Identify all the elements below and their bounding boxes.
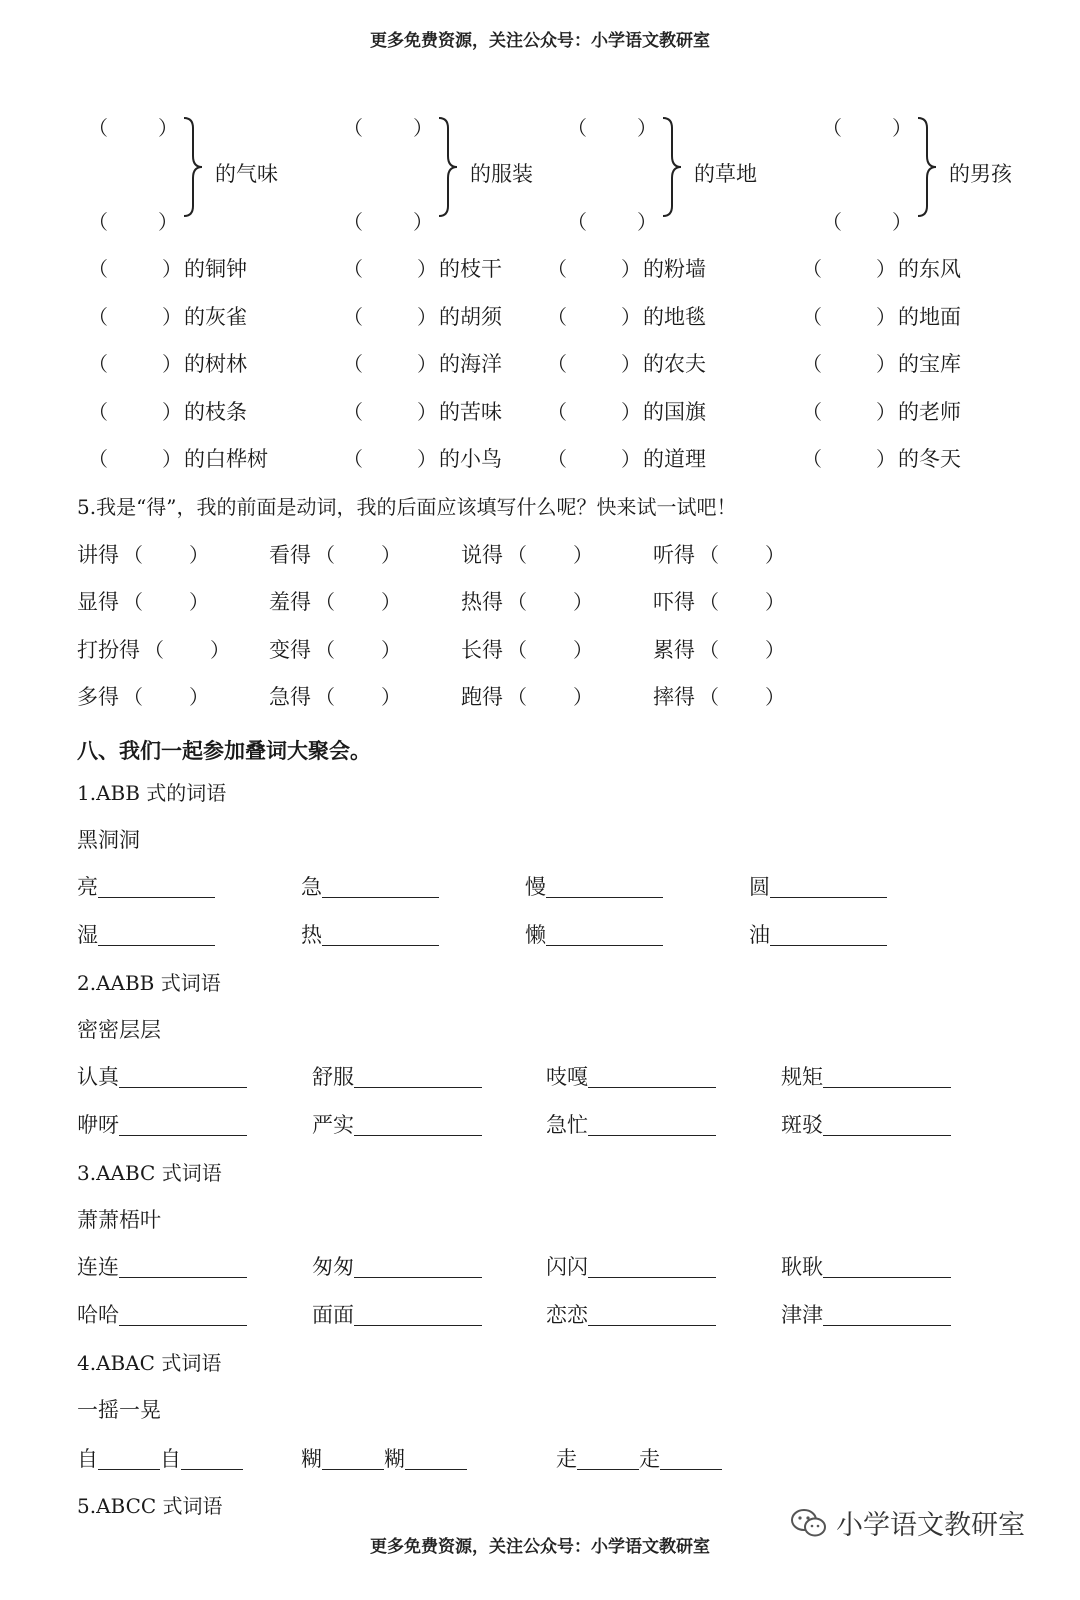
blank-close-paren: ） — [417, 257, 437, 281]
answer-blank[interactable] — [660, 1449, 722, 1470]
fill-item — [546, 1257, 716, 1278]
blank-open-paren: （ — [802, 257, 822, 281]
blank-open-paren: （ — [343, 352, 363, 376]
fill-word: 连连 — [77, 1255, 119, 1279]
fill-word: 湿 — [77, 923, 98, 947]
blank-close-paren: ） — [892, 210, 912, 234]
de-verb: 说得 — [461, 543, 503, 567]
answer-blank[interactable] — [119, 1305, 247, 1326]
de-verb: 听得 — [653, 543, 695, 567]
answer-blank[interactable] — [405, 1449, 467, 1470]
blank-open-paren: （ — [699, 590, 719, 614]
blank-close-paren: ） — [189, 685, 209, 709]
blank-open-paren: （ — [315, 543, 335, 567]
abac-char: 自 — [160, 1447, 181, 1471]
blank-open-paren: （ — [88, 447, 108, 471]
blank-close-paren: ） — [417, 400, 437, 424]
phrase-word: 的宝库 — [898, 352, 961, 376]
blank-open-paren: （ — [343, 305, 363, 329]
phrase-word: 的地面 — [898, 305, 961, 329]
abac-item — [77, 1449, 243, 1470]
blank-open-paren: （ — [88, 352, 108, 376]
blank-open-paren: （ — [822, 210, 842, 234]
phrase-word: 的小鸟 — [439, 447, 502, 471]
fill-word: 急忙 — [546, 1113, 588, 1137]
fill-item — [546, 1305, 716, 1326]
fill-item — [301, 925, 439, 946]
phrase-word: 的苦味 — [439, 400, 502, 424]
fill-word: 油 — [749, 923, 770, 947]
fill-word: 匆匆 — [312, 1255, 354, 1279]
abac-title: 4.ABAC 式词语 — [77, 1351, 222, 1375]
fill-item — [312, 1115, 482, 1136]
blank-close-paren: ） — [573, 638, 593, 662]
blank-open-paren: （ — [507, 685, 527, 709]
blank-open-paren: （ — [343, 116, 363, 140]
brace-label: 的服装 — [470, 162, 533, 186]
de-verb: 热得 — [461, 590, 503, 614]
fill-item — [77, 1257, 247, 1278]
fill-word: 斑驳 — [781, 1113, 823, 1137]
blank-close-paren: ） — [765, 685, 785, 709]
answer-blank[interactable] — [588, 1115, 716, 1136]
de-verb: 长得 — [461, 638, 503, 662]
de-verb: 羞得 — [269, 590, 311, 614]
fill-item — [781, 1067, 951, 1088]
de-verb: 累得 — [653, 638, 695, 662]
blank-close-paren: ） — [573, 590, 593, 614]
blank-close-paren: ） — [621, 257, 641, 281]
blank-close-paren: ） — [162, 400, 182, 424]
blank-close-paren: ） — [162, 257, 182, 281]
blank-close-paren: ） — [162, 352, 182, 376]
blank-open-paren: （ — [315, 590, 335, 614]
phrase-word: 的枝条 — [184, 400, 247, 424]
blank-close-paren: ） — [417, 305, 437, 329]
answer-blank[interactable] — [354, 1305, 482, 1326]
phrase-word: 的白桦树 — [184, 447, 268, 471]
fill-word: 闪闪 — [546, 1255, 588, 1279]
phrase-word: 的农夫 — [643, 352, 706, 376]
fill-item — [546, 1115, 716, 1136]
fill-word: 恋恋 — [546, 1303, 588, 1327]
answer-blank[interactable] — [823, 1257, 951, 1278]
blank-open-paren: （ — [802, 400, 822, 424]
fill-word: 津津 — [781, 1303, 823, 1327]
blank-close-paren: ） — [573, 685, 593, 709]
fill-item — [525, 925, 663, 946]
fill-word: 慢 — [525, 875, 546, 899]
blank-open-paren: （ — [88, 400, 108, 424]
de-verb: 吓得 — [653, 590, 695, 614]
fill-word: 耿耿 — [781, 1255, 823, 1279]
de-verb: 摔得 — [653, 685, 695, 709]
answer-blank[interactable] — [770, 877, 887, 898]
blank-open-paren: （ — [88, 116, 108, 140]
phrase-word: 的胡须 — [439, 305, 502, 329]
phrase-word: 的粉墙 — [643, 257, 706, 281]
phrase-word: 的老师 — [898, 400, 961, 424]
blank-close-paren: ） — [162, 305, 182, 329]
blank-close-paren: ） — [876, 447, 896, 471]
blank-close-paren: ） — [765, 638, 785, 662]
blank-close-paren: ） — [381, 590, 401, 614]
de-verb: 急得 — [269, 685, 311, 709]
answer-blank[interactable] — [181, 1449, 243, 1470]
fill-word: 圆 — [749, 875, 770, 899]
blank-close-paren: ） — [637, 116, 657, 140]
blank-open-paren: （ — [567, 116, 587, 140]
answer-blank[interactable] — [577, 1449, 639, 1470]
aabb-example: 密密层层 — [77, 1018, 161, 1042]
fill-item — [546, 1067, 716, 1088]
fill-word: 认真 — [77, 1065, 119, 1089]
fill-item — [77, 877, 215, 898]
answer-blank[interactable] — [119, 1257, 247, 1278]
phrase-word: 的海洋 — [439, 352, 502, 376]
phrase-word: 的东风 — [898, 257, 961, 281]
fill-item — [749, 925, 887, 946]
answer-blank[interactable] — [823, 1305, 951, 1326]
phrase-word: 的灰雀 — [184, 305, 247, 329]
blank-open-paren: （ — [88, 210, 108, 234]
blank-open-paren: （ — [88, 305, 108, 329]
answer-blank[interactable] — [588, 1305, 716, 1326]
answer-blank[interactable] — [354, 1067, 482, 1088]
abcc-title: 5.ABCC 式词语 — [77, 1494, 223, 1518]
blank-open-paren: （ — [507, 638, 527, 662]
fill-item — [77, 925, 215, 946]
curly-brace — [915, 116, 939, 218]
blank-close-paren: ） — [381, 543, 401, 567]
fill-item — [781, 1115, 951, 1136]
fill-item — [301, 877, 439, 898]
curly-brace — [181, 116, 205, 218]
blank-open-paren: （ — [802, 447, 822, 471]
blank-open-paren: （ — [343, 257, 363, 281]
fill-item — [77, 1305, 247, 1326]
abac-example: 一摇一晃 — [77, 1398, 161, 1422]
blank-close-paren: ） — [621, 447, 641, 471]
blank-close-paren: ） — [189, 590, 209, 614]
blank-close-paren: ） — [381, 685, 401, 709]
brace-label: 的气味 — [215, 162, 278, 186]
de-verb: 讲得 — [77, 543, 119, 567]
blank-close-paren: ） — [621, 352, 641, 376]
blank-close-paren: ） — [621, 400, 641, 424]
aabb-title: 2.AABB 式词语 — [77, 971, 221, 995]
fill-word: 懒 — [525, 923, 546, 947]
blank-close-paren: ） — [210, 638, 230, 662]
blank-close-paren: ） — [637, 210, 657, 234]
abb-example: 黑洞洞 — [77, 828, 140, 852]
fill-word: 热 — [301, 923, 322, 947]
answer-blank[interactable] — [354, 1257, 482, 1278]
abac-char: 走 — [639, 1447, 660, 1471]
phrase-word: 的地毯 — [643, 305, 706, 329]
de-verb: 多得 — [77, 685, 119, 709]
blank-close-paren: ） — [413, 210, 433, 234]
blank-open-paren: （ — [507, 543, 527, 567]
fill-word: 哈哈 — [77, 1303, 119, 1327]
watermark-text: 小学语文教研室 — [836, 1510, 1025, 1541]
fill-word: 面面 — [312, 1303, 354, 1327]
fill-word: 舒服 — [312, 1065, 354, 1089]
fill-item — [749, 877, 887, 898]
answer-blank[interactable] — [823, 1067, 951, 1088]
phrase-word: 的冬天 — [898, 447, 961, 471]
blank-open-paren: （ — [343, 210, 363, 234]
blank-close-paren: ） — [417, 447, 437, 471]
blank-open-paren: （ — [507, 590, 527, 614]
answer-blank[interactable] — [98, 925, 215, 946]
blank-close-paren: ） — [381, 638, 401, 662]
blank-open-paren: （ — [802, 305, 822, 329]
fill-word: 吱嘎 — [546, 1065, 588, 1089]
curly-brace — [660, 116, 684, 218]
blank-close-paren: ） — [413, 116, 433, 140]
fill-item — [781, 1305, 951, 1326]
blank-open-paren: （ — [123, 685, 143, 709]
fill-item — [77, 1067, 247, 1088]
blank-close-paren: ） — [876, 257, 896, 281]
phrase-word: 的枝干 — [439, 257, 502, 281]
blank-open-paren: （ — [547, 352, 567, 376]
answer-blank[interactable] — [588, 1257, 716, 1278]
blank-open-paren: （ — [547, 257, 567, 281]
de-verb: 打扮得 — [77, 638, 140, 662]
de-verb: 显得 — [77, 590, 119, 614]
blank-close-paren: ） — [573, 543, 593, 567]
blank-open-paren: （ — [88, 257, 108, 281]
blank-close-paren: ） — [158, 210, 178, 234]
blank-close-paren: ） — [876, 352, 896, 376]
answer-blank[interactable] — [823, 1115, 951, 1136]
abac-char: 糊 — [301, 1447, 322, 1471]
phrase-word: 的道理 — [643, 447, 706, 471]
answer-blank[interactable] — [119, 1067, 247, 1088]
abac-char: 糊 — [384, 1447, 405, 1471]
fill-item — [525, 877, 663, 898]
answer-blank[interactable] — [322, 877, 439, 898]
section8-title: 八、我们一起参加叠词大聚会。 — [77, 738, 371, 763]
fill-word: 严实 — [312, 1113, 354, 1137]
abac-item — [301, 1449, 467, 1470]
blank-close-paren: ） — [158, 116, 178, 140]
curly-brace — [436, 116, 460, 218]
aabc-title: 3.AABC 式词语 — [77, 1161, 222, 1185]
answer-blank[interactable] — [354, 1115, 482, 1136]
page-header: 更多免费资源，关注公众号：小学语文教研室 — [370, 31, 710, 51]
answer-blank[interactable] — [98, 1449, 160, 1470]
blank-open-paren: （ — [144, 638, 164, 662]
blank-open-paren: （ — [699, 638, 719, 662]
fill-item — [77, 1115, 247, 1136]
blank-close-paren: ） — [876, 305, 896, 329]
fill-item — [781, 1257, 951, 1278]
blank-close-paren: ） — [765, 543, 785, 567]
blank-close-paren: ） — [876, 400, 896, 424]
q5-title: 5.我是“得”，我的前面是动词，我的后面应该填写什么呢？快来试一试吧！ — [77, 495, 737, 519]
abb-title: 1.ABB 式的词语 — [77, 781, 227, 805]
blank-close-paren: ） — [892, 116, 912, 140]
blank-open-paren: （ — [822, 116, 842, 140]
blank-open-paren: （ — [699, 685, 719, 709]
blank-open-paren: （ — [343, 447, 363, 471]
phrase-word: 的树林 — [184, 352, 247, 376]
de-verb: 变得 — [269, 638, 311, 662]
fill-word: 亮 — [77, 875, 98, 899]
de-verb: 看得 — [269, 543, 311, 567]
fill-word: 急 — [301, 875, 322, 899]
fill-word: 咿呀 — [77, 1113, 119, 1137]
abac-item — [556, 1449, 722, 1470]
fill-item — [312, 1305, 482, 1326]
blank-open-paren: （ — [567, 210, 587, 234]
fill-item — [312, 1257, 482, 1278]
blank-close-paren: ） — [162, 447, 182, 471]
answer-blank[interactable] — [322, 925, 439, 946]
answer-blank[interactable] — [322, 1449, 384, 1470]
answer-blank[interactable] — [770, 925, 887, 946]
blank-close-paren: ） — [189, 543, 209, 567]
blank-open-paren: （ — [802, 352, 822, 376]
answer-blank[interactable] — [546, 877, 663, 898]
answer-blank[interactable] — [588, 1067, 716, 1088]
blank-open-paren: （ — [123, 543, 143, 567]
aabc-example: 萧萧梧叶 — [77, 1208, 161, 1232]
blank-open-paren: （ — [547, 400, 567, 424]
blank-close-paren: ） — [621, 305, 641, 329]
answer-blank[interactable] — [119, 1115, 247, 1136]
abac-char: 走 — [556, 1447, 577, 1471]
blank-open-paren: （ — [315, 638, 335, 662]
answer-blank[interactable] — [546, 925, 663, 946]
blank-open-paren: （ — [343, 400, 363, 424]
fill-word: 规矩 — [781, 1065, 823, 1089]
blank-close-paren: ） — [765, 590, 785, 614]
blank-open-paren: （ — [315, 685, 335, 709]
de-verb: 跑得 — [461, 685, 503, 709]
blank-close-paren: ） — [417, 352, 437, 376]
blank-open-paren: （ — [547, 447, 567, 471]
phrase-word: 的国旗 — [643, 400, 706, 424]
fill-item — [312, 1067, 482, 1088]
brace-label: 的草地 — [694, 162, 757, 186]
abac-char: 自 — [77, 1447, 98, 1471]
blank-open-paren: （ — [699, 543, 719, 567]
blank-open-paren: （ — [547, 305, 567, 329]
blank-open-paren: （ — [123, 590, 143, 614]
phrase-word: 的铜钟 — [184, 257, 247, 281]
page-footer: 更多免费资源，关注公众号：小学语文教研室 — [370, 1537, 710, 1557]
answer-blank[interactable] — [98, 877, 215, 898]
brace-label: 的男孩 — [949, 162, 1012, 186]
